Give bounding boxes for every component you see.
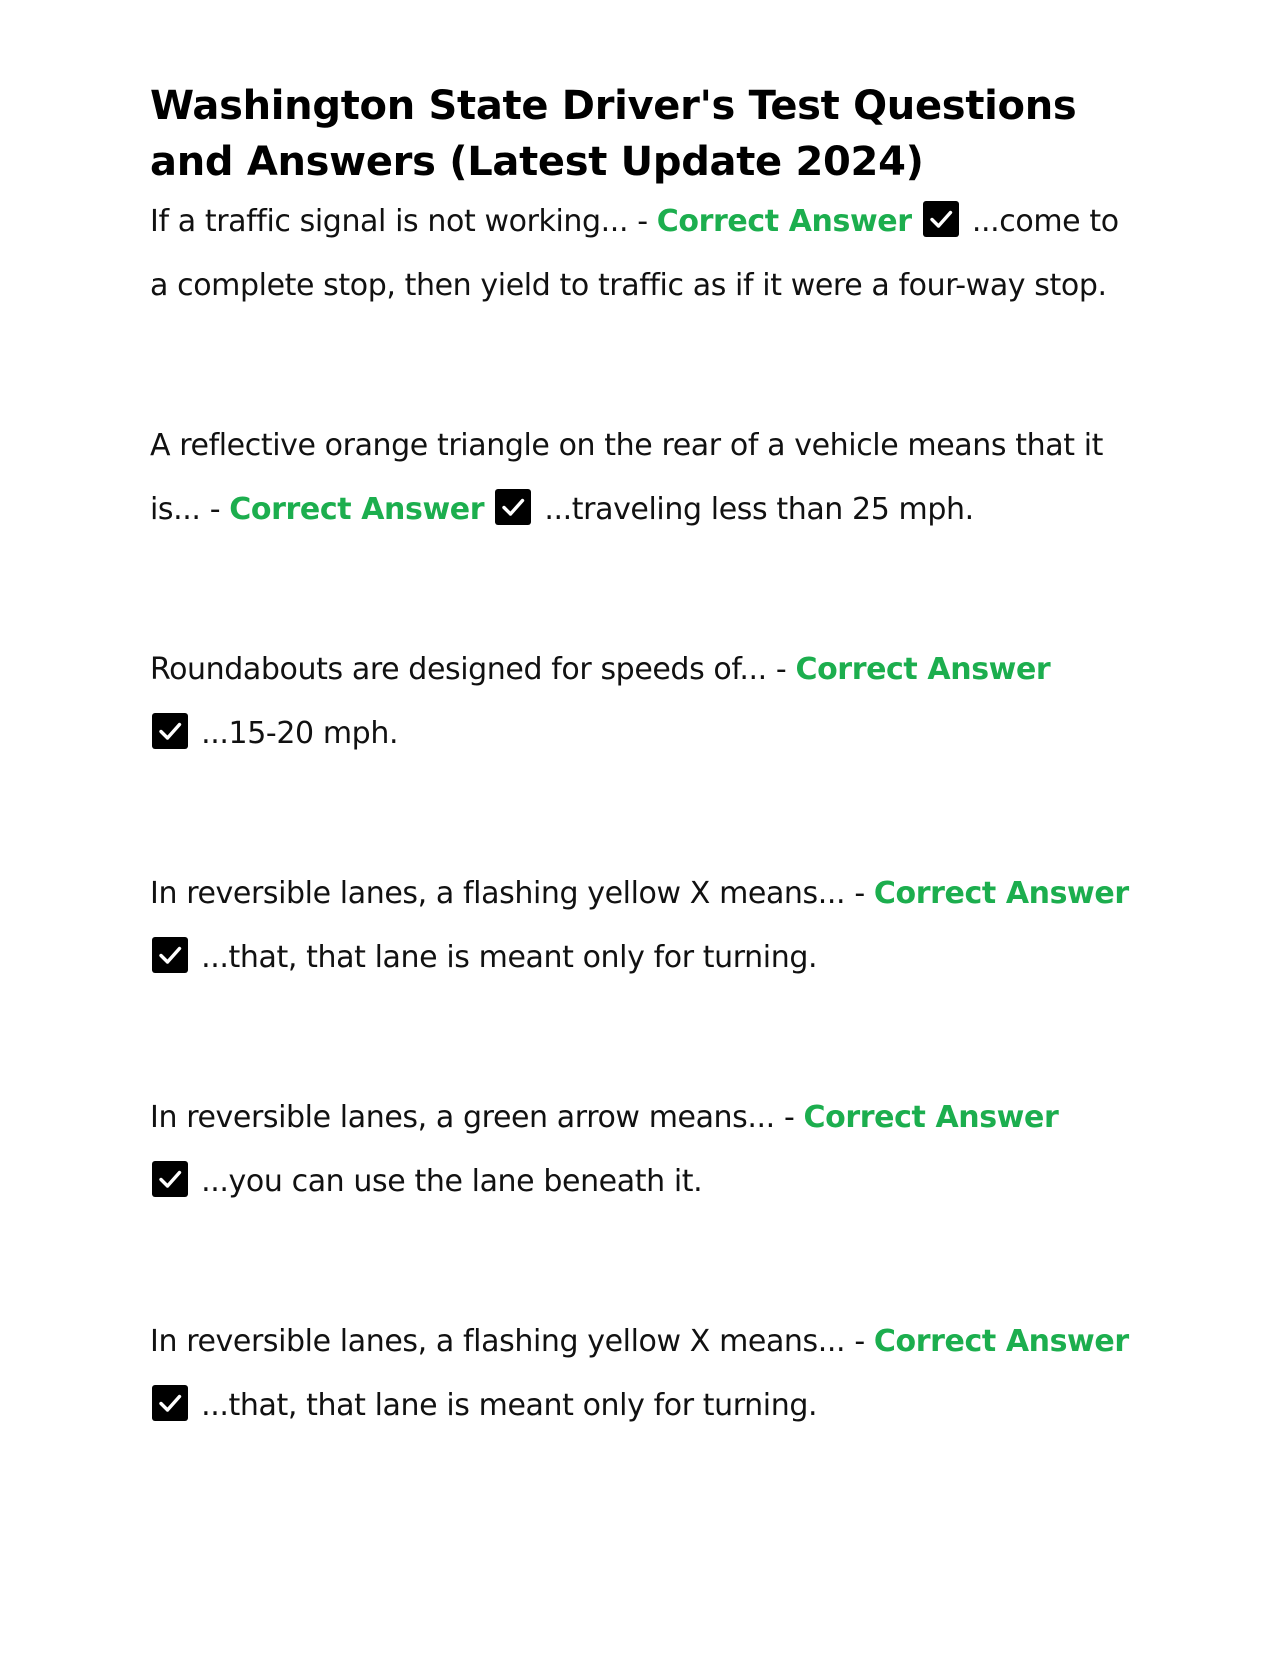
question-text: In reversible lanes, a flashing yellow X means... -	[150, 1324, 865, 1359]
question-text: Roundabouts are designed for speeds of... -	[150, 652, 787, 687]
qa-item	[150, 1086, 1130, 1214]
question-text: In reversible lanes, a flashing yellow X means... -	[150, 876, 865, 911]
checkbox-checked-icon	[152, 1385, 188, 1421]
correct-answer-label: Correct Answer	[873, 876, 1129, 911]
document-page	[150, 78, 1130, 1438]
checkbox-checked-icon	[152, 713, 188, 749]
qa-item	[150, 862, 1130, 990]
qa-item	[150, 638, 1130, 766]
answer-text: ...traveling less than 25 mph.	[544, 492, 974, 527]
question-text: If a traffic signal is not working... -	[150, 204, 648, 239]
checkbox-checked-icon	[923, 201, 959, 237]
correct-answer-label: Correct Answer	[229, 492, 485, 527]
answer-text: ...come to a complete stop, then yield to traffic as if it were a four-way stop.	[150, 204, 1119, 303]
correct-answer-label: Correct Answer	[803, 1100, 1059, 1135]
question-text: In reversible lanes, a green arrow means... -	[150, 1100, 795, 1135]
question-text: A reflective orange triangle on the rear of a vehicle means that it is... -	[150, 428, 1104, 527]
correct-answer-label: Correct Answer	[795, 652, 1051, 687]
checkbox-checked-icon	[495, 489, 531, 525]
answer-text: ...that, that lane is meant only for turning.	[201, 1388, 818, 1423]
qa-item	[150, 414, 1130, 542]
answer-text: ...you can use the lane beneath it.	[201, 1164, 703, 1199]
document-title: Washington State Driver's Test Questions and Answers (Latest Update 2024)	[150, 83, 1077, 185]
qa-item	[150, 190, 1130, 318]
checkbox-checked-icon	[152, 1161, 188, 1197]
answer-text: ...15-20 mph.	[201, 716, 399, 751]
qa-item	[150, 1310, 1130, 1438]
correct-answer-label: Correct Answer	[873, 1324, 1129, 1359]
answer-text: ...that, that lane is meant only for turning.	[201, 940, 818, 975]
correct-answer-label: Correct Answer	[656, 204, 912, 239]
checkbox-checked-icon	[152, 937, 188, 973]
